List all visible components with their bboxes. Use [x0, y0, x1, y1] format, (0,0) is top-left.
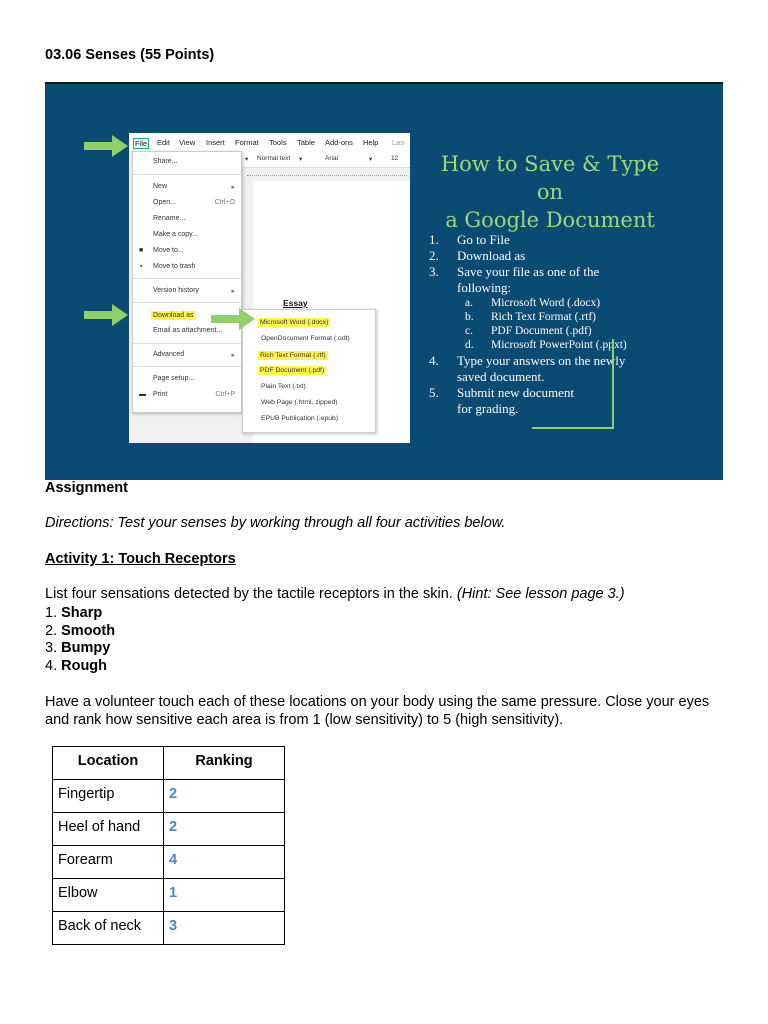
column-header: Ranking	[164, 747, 285, 780]
print-shortcut: Ctrl+P	[215, 391, 235, 398]
menu-file: File	[135, 139, 148, 148]
download-txt: Plain Text (.txt)	[261, 383, 306, 390]
google-docs-screenshot	[129, 133, 410, 443]
download-odt: OpenDocument Format (.odt)	[261, 335, 350, 342]
caret-icon: ▾	[299, 156, 303, 163]
menu-table: Table	[297, 138, 315, 147]
list-number: 3.	[45, 640, 62, 656]
file-menu-move-to: Move to...	[153, 247, 184, 254]
green-arrow-icon	[84, 135, 128, 157]
file-menu-email: Email as attachment...	[153, 327, 223, 334]
docs-ruler	[247, 169, 407, 176]
banner-heading	[425, 150, 675, 234]
essay-heading: Essay	[283, 298, 308, 308]
download-html: Web Page (.html, zipped)	[261, 399, 338, 406]
list-answer: Sharp	[61, 605, 103, 621]
divider	[133, 278, 241, 279]
list-number: 4.	[45, 657, 62, 674]
list-answer: Smooth	[61, 622, 116, 639]
download-pdf: PDF Document (.pdf)	[260, 367, 325, 374]
download-docx: Microsoft Word (.docx)	[260, 319, 329, 326]
location-cell: Back of neck	[53, 912, 164, 945]
list-item	[45, 640, 115, 658]
chevron-right-icon: ▸	[231, 184, 235, 191]
step-text: Microsoft Word (.docx)	[491, 297, 601, 309]
step-text: for grading.	[457, 401, 519, 416]
printer-icon: ▬	[139, 391, 146, 398]
sensitivity-table	[52, 746, 285, 945]
docs-toolbar	[241, 151, 410, 168]
docs-menubar	[129, 133, 410, 152]
table-row	[53, 780, 285, 813]
chevron-right-icon: ▸	[231, 352, 235, 359]
menu-format: Format	[235, 138, 259, 147]
green-bracket-line	[532, 339, 614, 429]
step-number: 1.	[429, 232, 439, 247]
list-number: 2.	[45, 622, 62, 639]
step-number: 3.	[429, 264, 439, 279]
list-item	[45, 658, 115, 676]
step-letter: a.	[465, 297, 473, 309]
prompt-text: List four sensations detected by the tactile receptors in the skin.	[45, 586, 457, 602]
step-text: saved document.	[457, 369, 545, 384]
location-cell: Fingertip	[53, 780, 164, 813]
activity1-instructions: Have a volunteer touch each of these locations on your body using the same pressure. Close your eyes and rank how sensitive each area is from 1 (low sensitivity) to 5 (high sensitivity).	[45, 694, 710, 728]
step-text: Go to File	[457, 232, 510, 247]
menu-help: Help	[363, 138, 379, 147]
file-menu-download-as: Download as	[153, 312, 194, 319]
size-select: 12	[391, 155, 399, 162]
step-letter: b.	[465, 311, 474, 323]
location-cell: Heel of hand	[53, 813, 164, 846]
divider	[133, 343, 241, 344]
download-rtf: Rich Text Format (.rtf)	[260, 352, 326, 359]
menu-edit: Edit	[157, 138, 170, 147]
step-text: Submit new document	[457, 385, 574, 400]
download-epub: EPUB Publication (.epub)	[261, 415, 339, 422]
banner-heading-line: How to Save & Type on	[440, 152, 660, 204]
step-number: 2.	[429, 248, 439, 263]
activity1-heading: Activity 1: Touch Receptors	[45, 551, 236, 567]
location-cell: Forearm	[53, 846, 164, 879]
assignment-heading: Assignment	[45, 480, 128, 496]
trash-icon: ▪	[140, 263, 143, 270]
file-menu-move-trash: Move to trash	[153, 263, 196, 270]
step-number: 4.	[429, 353, 439, 368]
font-select: Arial	[325, 155, 339, 162]
green-arrow-icon	[211, 308, 255, 330]
file-menu-share: Share...	[153, 158, 178, 165]
step-text: Rich Text Format (.rtf)	[491, 311, 597, 323]
menu-tools: Tools	[269, 138, 287, 147]
step-text: Save your file as one of the	[457, 264, 600, 279]
step-letter: c.	[465, 325, 473, 337]
list-answer: Rough	[61, 657, 108, 674]
green-arrow-icon	[84, 304, 128, 326]
divider	[133, 366, 241, 367]
caret-icon: ▾	[245, 156, 249, 163]
file-menu-page-setup: Page setup...	[153, 375, 195, 382]
menu-last-edit: Las	[392, 138, 405, 147]
divider	[133, 174, 241, 175]
step-letter: d.	[465, 339, 474, 351]
ranking-cell[interactable]: 2	[164, 813, 285, 846]
step-text: Microsoft PowerPoint (.ppxt)	[491, 339, 627, 351]
menu-addons: Add-ons	[325, 138, 353, 147]
ranking-cell[interactable]: 4	[164, 846, 285, 879]
table-row	[53, 912, 285, 945]
menu-view: View	[179, 138, 196, 147]
list-answer: Bumpy	[61, 640, 111, 656]
file-menu-print: Print	[153, 391, 168, 398]
chevron-right-icon: ▸	[231, 288, 235, 295]
file-menu-rename: Rename...	[153, 215, 186, 222]
list-item	[45, 623, 115, 641]
list-item	[45, 605, 115, 623]
step-text: Download as	[457, 248, 526, 263]
open-shortcut: Ctrl+O	[214, 199, 235, 206]
divider	[133, 302, 241, 303]
ranking-cell[interactable]: 1	[164, 879, 285, 912]
table-row	[53, 879, 285, 912]
page-title: 03.06 Senses (55 Points)	[45, 47, 215, 63]
caret-icon: ▾	[369, 156, 373, 163]
sensation-list	[45, 605, 115, 675]
ranking-cell[interactable]: 2	[164, 780, 285, 813]
banner-heading-line: a Google Document	[445, 208, 655, 232]
file-menu	[132, 151, 242, 413]
instruction-banner-image	[45, 82, 723, 480]
file-menu-version-history: Version history	[153, 287, 199, 294]
table-row	[53, 846, 285, 879]
menu-insert: Insert	[206, 138, 225, 147]
file-menu-open: Open...	[153, 199, 176, 206]
step-text: Type your answers on the newly	[457, 353, 626, 368]
step-text: following:	[457, 280, 512, 295]
location-cell: Elbow	[53, 879, 164, 912]
step-text: PDF Document (.pdf)	[491, 325, 592, 337]
download-submenu	[242, 309, 376, 433]
column-header: Location	[53, 747, 164, 780]
directions-text: Directions: Test your senses by working through all four activities below.	[45, 515, 506, 531]
prompt-hint: (Hint: See lesson page 3.)	[456, 586, 625, 602]
file-menu-advanced: Advanced	[153, 351, 185, 358]
folder-icon: ■	[139, 247, 144, 254]
file-menu-new: New	[153, 183, 168, 190]
style-select: Normal text	[257, 155, 291, 162]
list-number: 1.	[45, 605, 62, 621]
ranking-cell[interactable]: 3	[164, 912, 285, 945]
step-number: 5.	[429, 385, 439, 400]
file-menu-make-copy: Make a copy...	[153, 231, 199, 238]
activity1-prompt	[45, 586, 625, 602]
table-row	[53, 813, 285, 846]
table-header-row	[53, 747, 285, 780]
